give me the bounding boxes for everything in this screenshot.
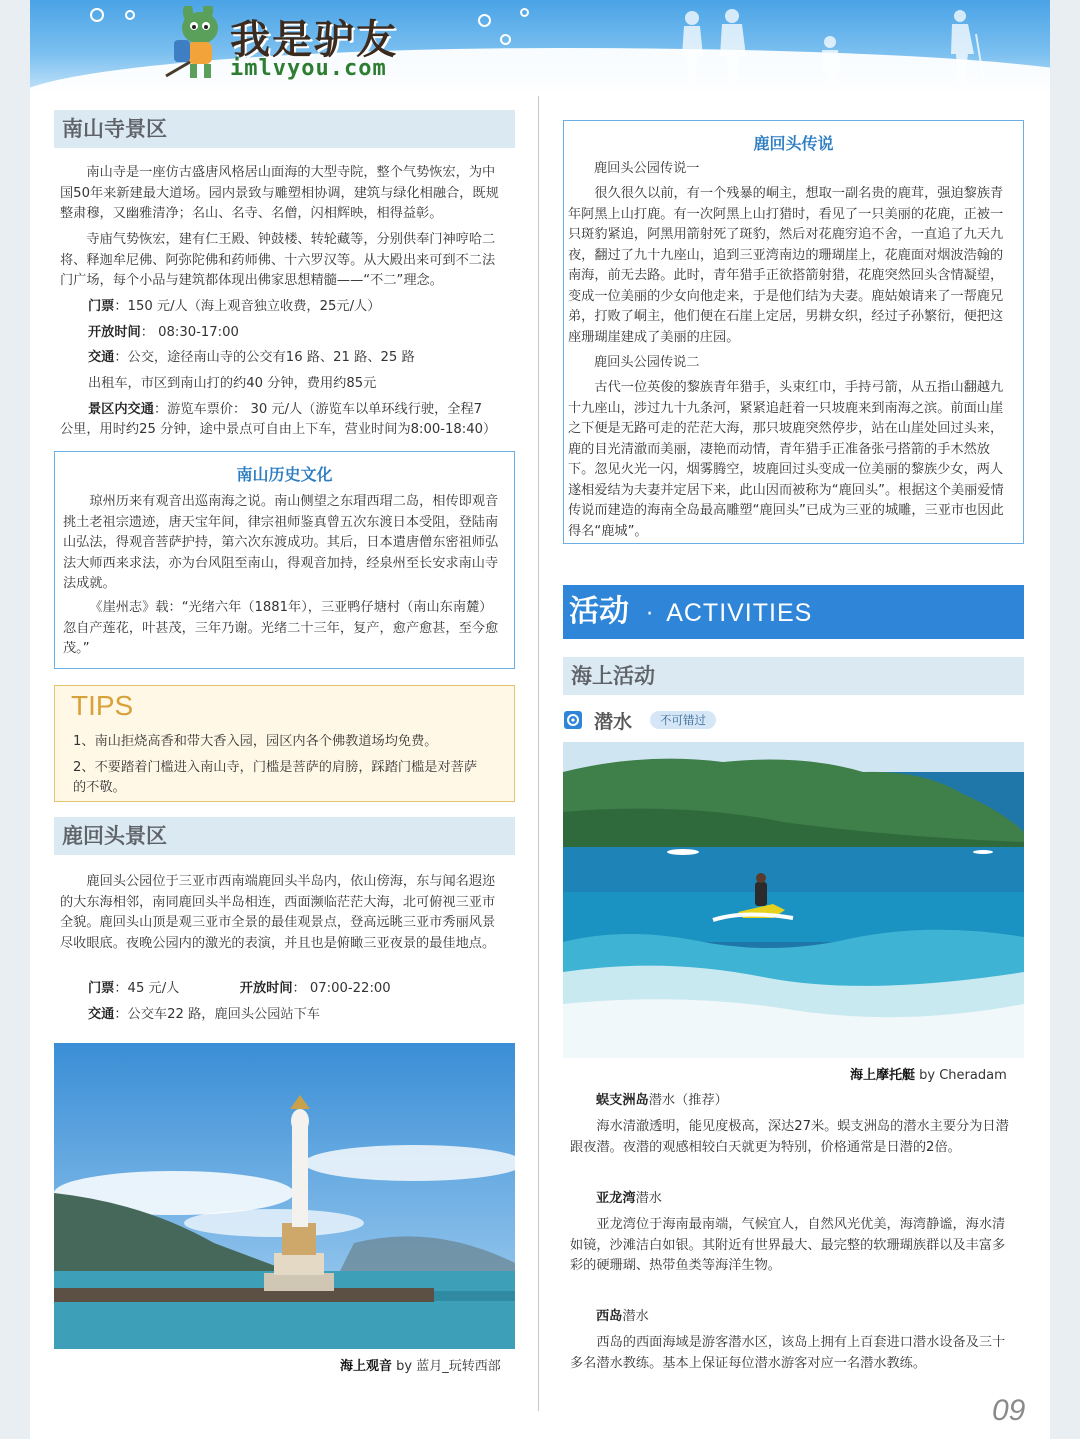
legend-subtitle-1: 鹿回头公园传说一 xyxy=(594,161,700,176)
nanshan-transport xyxy=(88,348,415,368)
nanshan-paragraph-1: 南山寺是一座仿古盛唐风格居山面海的大型寺院，整个气势恢宏，为中国50年来新建最大道场。园内景致与雕塑相协调，建筑与绿化相融合，既规整肃穆，又幽雅清净；名山、名寺、名僧，闪相辉映，相得益彰。 xyxy=(60,165,499,221)
jetski-photo-caption xyxy=(850,1064,1007,1083)
hours-label: 开放时间 xyxy=(88,325,141,340)
ticket-label: 门票 xyxy=(88,981,115,996)
spot-wuzhizhou-title xyxy=(596,1091,728,1111)
header-banner xyxy=(30,0,1050,90)
diving-icon xyxy=(564,711,582,729)
spot-suffix: 潜水 xyxy=(635,1191,662,1206)
transport-value: ：公交，途径南山寺的公交有16 路、21 路、25 路 xyxy=(114,350,415,365)
ticket-label: 门票 xyxy=(88,299,115,314)
inner-transport-value: ：游览车票价： 30 元/人（游览车以单环线行驶，全程7 xyxy=(153,402,483,417)
spot-name: 蜈支洲岛 xyxy=(596,1093,649,1108)
magazine-page xyxy=(30,0,1050,1439)
caption-credit: by Cheradam xyxy=(915,1068,1007,1083)
section-heading-luhuitou: 鹿回头景区 xyxy=(54,817,515,855)
bubble-icon xyxy=(520,8,529,17)
activities-title-en: ACTIVITIES xyxy=(666,599,813,627)
spot-yalong-text: 亚龙湾位于海南最南端，气候宜人，自然风光优美，海湾静谧，海水清如镜，沙滩洁白如银。其附近有世界最大、最完整的软珊瑚族群以及丰富多彩的硬珊瑚、热带鱼类等海洋生物。 xyxy=(570,1217,1006,1273)
nanshan-ticket xyxy=(88,297,380,317)
brand-title: 我是驴友 xyxy=(230,16,398,63)
legend-box xyxy=(563,120,1024,544)
spot-name: 亚龙湾 xyxy=(596,1191,636,1206)
activities-title-cn: 活动 xyxy=(569,594,629,629)
hours-label: 开放时间 xyxy=(239,981,293,996)
tips-box xyxy=(54,685,515,802)
legend-subtitle-2: 鹿回头公园传说二 xyxy=(594,355,700,370)
nanshan-taxi: 出租车，市区到南山打的约40 分钟，费用约85元 xyxy=(88,376,377,391)
legend-title: 鹿回头传说 xyxy=(753,134,834,153)
nanshan-hours xyxy=(88,323,239,343)
transport-label: 交通 xyxy=(88,1007,115,1022)
hours-value: ： 07:00-22:00 xyxy=(292,981,391,996)
must-see-badge: 不可错过 xyxy=(650,711,716,729)
nanshan-inner-transport-cont: 公里，用时约25 分钟，途中景点可自由上下车，营业时间为8:00-18:40） xyxy=(60,422,497,437)
tips-title: TIPS xyxy=(71,690,134,721)
brand-domain: imlvyou.com xyxy=(230,56,387,81)
legend-paragraph-2: 古代一位英俊的黎族青年猎手，头束红巾，手持弓箭，从五指山翻越九十九座山，涉过九十九条河，紧紧追赶着一只坡鹿来到南海之滨。前面山崖之下便是无路可走的茫茫大海，那只坡鹿突然停步，站在山崖处回过头来，鹿的目光清澈而美丽，凄艳而动情，青年猎手正准备张弓搭箭的手木然放下。忽见火光一闪，烟雾腾空，坡鹿回过头变成一位美丽的黎族少女，两人遂相爱结为夫妻并定居下来，此山因而被称为“鹿回头”。根据这个美丽爱情传说而建造的海南全岛最高雕塑“鹿回头”已成为三亚的城雕，三亚市也因此得名“鹿城”。 xyxy=(568,380,1004,539)
guanyin-photo xyxy=(54,1043,515,1349)
spot-yalong-title xyxy=(596,1189,662,1209)
spot-xidao-title xyxy=(596,1307,649,1327)
guanyin-photo-caption xyxy=(340,1355,501,1374)
bubble-icon xyxy=(478,14,491,27)
column-divider xyxy=(538,96,539,1411)
caption-credit: by 蓝月_玩转西部 xyxy=(392,1359,501,1374)
caption-title: 海上摩托艇 xyxy=(850,1068,916,1083)
diving-title: 潜水 xyxy=(594,711,633,733)
tips-item-1: 1、南山拒烧高香和带大香入园，园区内各个佛教道场均免费。 xyxy=(73,734,438,749)
ticket-value: ：150 元/人（海上观音独立收费，25元/人） xyxy=(114,299,381,314)
spot-wuzhizhou-text: 海水清澈透明，能见度极高，深达27米。蜈支洲岛的潜水主要分为日潜跟夜潜。夜潜的观感相较白天就更为特别，价格通常是日潜的2倍。 xyxy=(570,1119,1009,1155)
section-heading-nanshan: 南山寺景区 xyxy=(54,110,515,148)
spot-suffix: 潜水 xyxy=(622,1309,649,1324)
section-heading-sea-activities: 海上活动 xyxy=(563,657,1024,695)
hikers-silhouette-icon xyxy=(670,4,1030,88)
spot-xidao-text: 西岛的西面海域是游客潜水区，该岛上拥有上百套进口潜水设备及三十多名潜水教练。基本上保证每位潜水游客对应一名潜水教练。 xyxy=(570,1335,1006,1371)
spot-name: 西岛 xyxy=(596,1309,623,1324)
transport-value: ：公交车22 路，鹿回头公园站下车 xyxy=(114,1007,320,1022)
transport-label: 交通 xyxy=(88,350,115,365)
spot-suffix: 潜水（推荐） xyxy=(648,1093,728,1108)
page-number: 09 xyxy=(992,1394,1026,1427)
caption-title: 海上观音 xyxy=(340,1359,393,1374)
legend-paragraph-1: 很久很久以前，有一个残暴的峒主，想取一副名贵的鹿茸，强迫黎族青年阿黑上山打鹿。有一次阿黑上山打猎时，看见了一只美丽的花鹿，正被一只斑豹紧追，阿黑用箭射死了斑豹，然后对花鹿穷追不舍，一直追了九天九夜，翻过了九十九座山，追到三亚湾南边的珊瑚崖上，花鹿面对烟波浩翰的南海，前无去路。此时，青年猎手正欲搭箭射猎，花鹿突然回头含情凝望，变成一位美丽的少女向他走来，于是他们结为夫妻。鹿姑娘请来了一帮鹿兄弟，打败了峒主，他们便在石崖上定居，男耕女织，经过子孙繁衍，便把这座珊瑚崖建成了美丽的庄园。 xyxy=(568,186,1004,345)
bubble-icon xyxy=(125,10,135,20)
ticket-value: ：45 元/人 xyxy=(114,981,180,996)
nanshan-paragraph-2: 寺庙气势恢宏，建有仁王殿、钟鼓楼、转轮藏等，分别供奉门神哼哈二将、释迦牟尼佛、阿弥陀佛和药师佛、十六罗汉等。从大殿出来可到不二法门广场，每个小品与建筑都体现出佛家思想精髓——“不二”理念。 xyxy=(60,232,496,288)
activities-separator: · xyxy=(646,602,654,627)
tips-item-2: 2、不要踏着门槛进入南山寺，门槛是菩萨的肩膀，踩踏门槛是对菩萨的不敬。 xyxy=(73,760,478,795)
inner-transport-label: 景区内交通 xyxy=(88,402,154,417)
nanshan-inner-transport xyxy=(88,400,482,420)
culture-box xyxy=(54,451,515,669)
jetski-photo xyxy=(563,742,1024,1058)
activities-banner xyxy=(563,585,1024,639)
donkey-mascot-icon xyxy=(160,6,230,82)
culture-paragraph-2: 《崖州志》载：“光绪六年（1881年），三亚鸭仔塘村（南山东南麓）忽自产莲花，叶甚茂，三年乃谢。光绪二十三年，复产，愈产愈甚，至今愈茂。” xyxy=(63,600,499,656)
luhuitou-ticket-hours xyxy=(88,979,391,999)
culture-title: 南山历史文化 xyxy=(236,465,333,484)
luhuitou-transport xyxy=(88,1005,320,1025)
hours-value: ： 08:30-17:00 xyxy=(140,325,239,340)
bubble-icon xyxy=(500,34,511,45)
luhuitou-paragraph: 鹿回头公园位于三亚市西南端鹿回头半岛内，依山傍海，东与闻名遐迩的大东海相邻，南同鹿回头半岛相连，西面濒临茫茫大海，北可俯视三亚市全貌。鹿回头山顶是观三亚市全景的最佳观景点，登高远眺三亚市秀丽风景尽收眼底。夜晚公园内的激光的表演，并且也是俯瞰三亚夜景的最佳地点。 xyxy=(60,874,496,951)
culture-paragraph-1: 琼州历来有观音出巡南海之说。南山侧望之东瑁西瑁二岛，相传即观音挑土老祖宗遗迹，唐天宝年间，律宗祖师鉴真曾五次东渡日本受阻，登陆南山弘法，得观音菩萨护持，第六次东渡成功。其后，日本遣唐僧东密祖师弘法大师西来求法，亦为台风阻至南山，得观音加持，经泉州至长安求南山寺法成就。 xyxy=(63,494,499,591)
bubble-icon xyxy=(90,8,104,22)
